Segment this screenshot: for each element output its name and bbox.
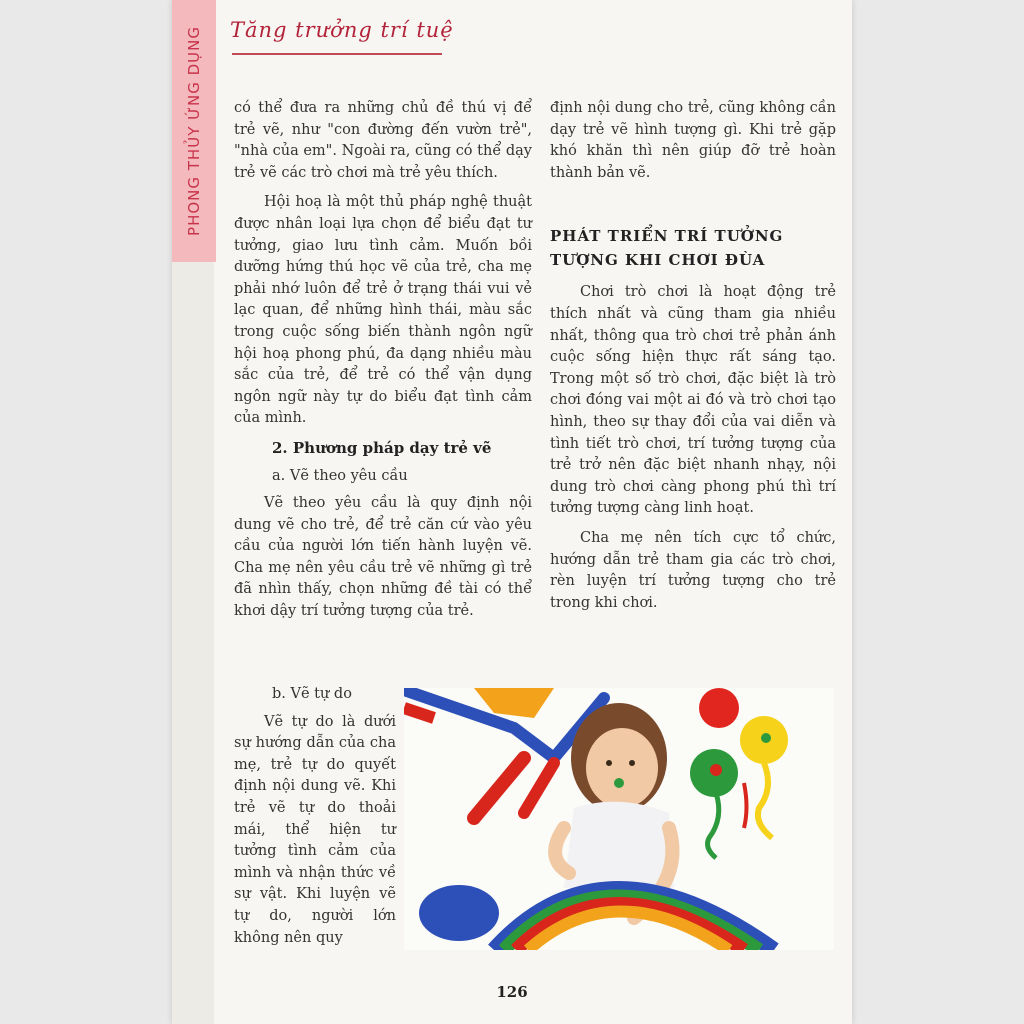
chapter-side-tab-label: PHONG THỦY ỨNG DỤNG [185,26,203,236]
page-number: 126 [496,983,528,1001]
left-column-narrow-text [234,684,396,949]
section-heading: PHÁT TRIỂN TRÍ TƯỞNG TƯỢNG KHI CHƠI ĐÙA [550,227,784,270]
left-column [234,98,532,631]
paragraph: Vẽ theo yêu cầu là quy định nội dung vẽ cho trẻ, để trẻ căn cứ vào yêu cầu của người lớn tiến hành luyện vẽ. Cha mẹ nên yêu cầu trẻ vẽ những gì trẻ đã nhìn thấy, chọn những đề tài có thể khơi dậy trí tưởng tượng của trẻ. [234,495,532,620]
photo-illustration [404,688,834,950]
chapter-side-tab [172,0,216,262]
paragraph: có thể đưa ra những chủ đề thú vị để trẻ vẽ, như "con đường đến vườn trẻ", "nhà của em". Ngoài ra, cũng có thể dạy trẻ vẽ các trò chơi mà trẻ yêu thích. [234,100,532,181]
subsection-heading: b. Vẽ tự do [272,686,352,702]
paragraph: định nội dung cho trẻ, cũng không cần dạy trẻ vẽ hình tượng gì. Khi trẻ gặp khó khăn thì nên giúp đỡ trẻ hoàn thành bản vẽ. [550,100,836,181]
paragraph: Hội hoạ là một thủ pháp nghệ thuật được nhân loại lựa chọn để biểu đạt tư tưởng, giao lưu tình cảm. Muốn bồi dưỡng hứng thú học vẽ của trẻ, cha mẹ phải nhớ luôn để trẻ ở trạng thái vui vẻ lạc quan, để những hình thái, màu sắc trong cuộc sống biến thành ngôn ngữ hội hoạ phong phú, đa dạng nhiều màu sắc của trẻ, để trẻ có thể vận dụng ngôn ngữ này tự do biểu đạt tình cảm của mình. [234,194,532,427]
running-header-title: Tăng trưởng trí tuệ [230,18,454,42]
paragraph: Vẽ tự do là dưới sự hướng dẫn của cha mẹ, trẻ tự do quyết định nội dung vẽ. Khi trẻ vẽ tự do thoải mái, thể hiện tư tưởng tình cảm của mình và nhận thức về sự vật. Khi luyện vẽ tự do, người lớn không nên quy [234,713,396,946]
subsection-heading: a. Vẽ theo yêu cầu [272,467,408,484]
paragraph: Chơi trò chơi là hoạt động trẻ thích nhất và cũng tham gia nhiều nhất, thông qua trò chơi trẻ phản ánh cuộc sống hiện thực rất sáng tạo. Trong một số trò chơi, đặc biệt là trò chơi đóng vai một ai đó và trò chơi tạo hình, theo sự thay đổi của vai diễn và tình tiết trò chơi, trí tưởng tượng của trẻ trở nên đặc biệt nhanh nhạy, nội dung trò chơi càng phong phú thì trí tưởng tượng càng linh hoạt. [550,284,836,517]
child-painting-photo [404,688,834,950]
section-heading: 2. Phương pháp dạy trẻ vẽ [272,438,492,457]
book-page [172,0,852,1024]
paragraph: Cha mẹ nên tích cực tổ chức, hướng dẫn trẻ tham gia các trò chơi, rèn luyện trí tưởng tượng cho trẻ trong khi chơi. [550,529,836,611]
right-column [550,98,836,622]
header-rule [232,53,442,55]
